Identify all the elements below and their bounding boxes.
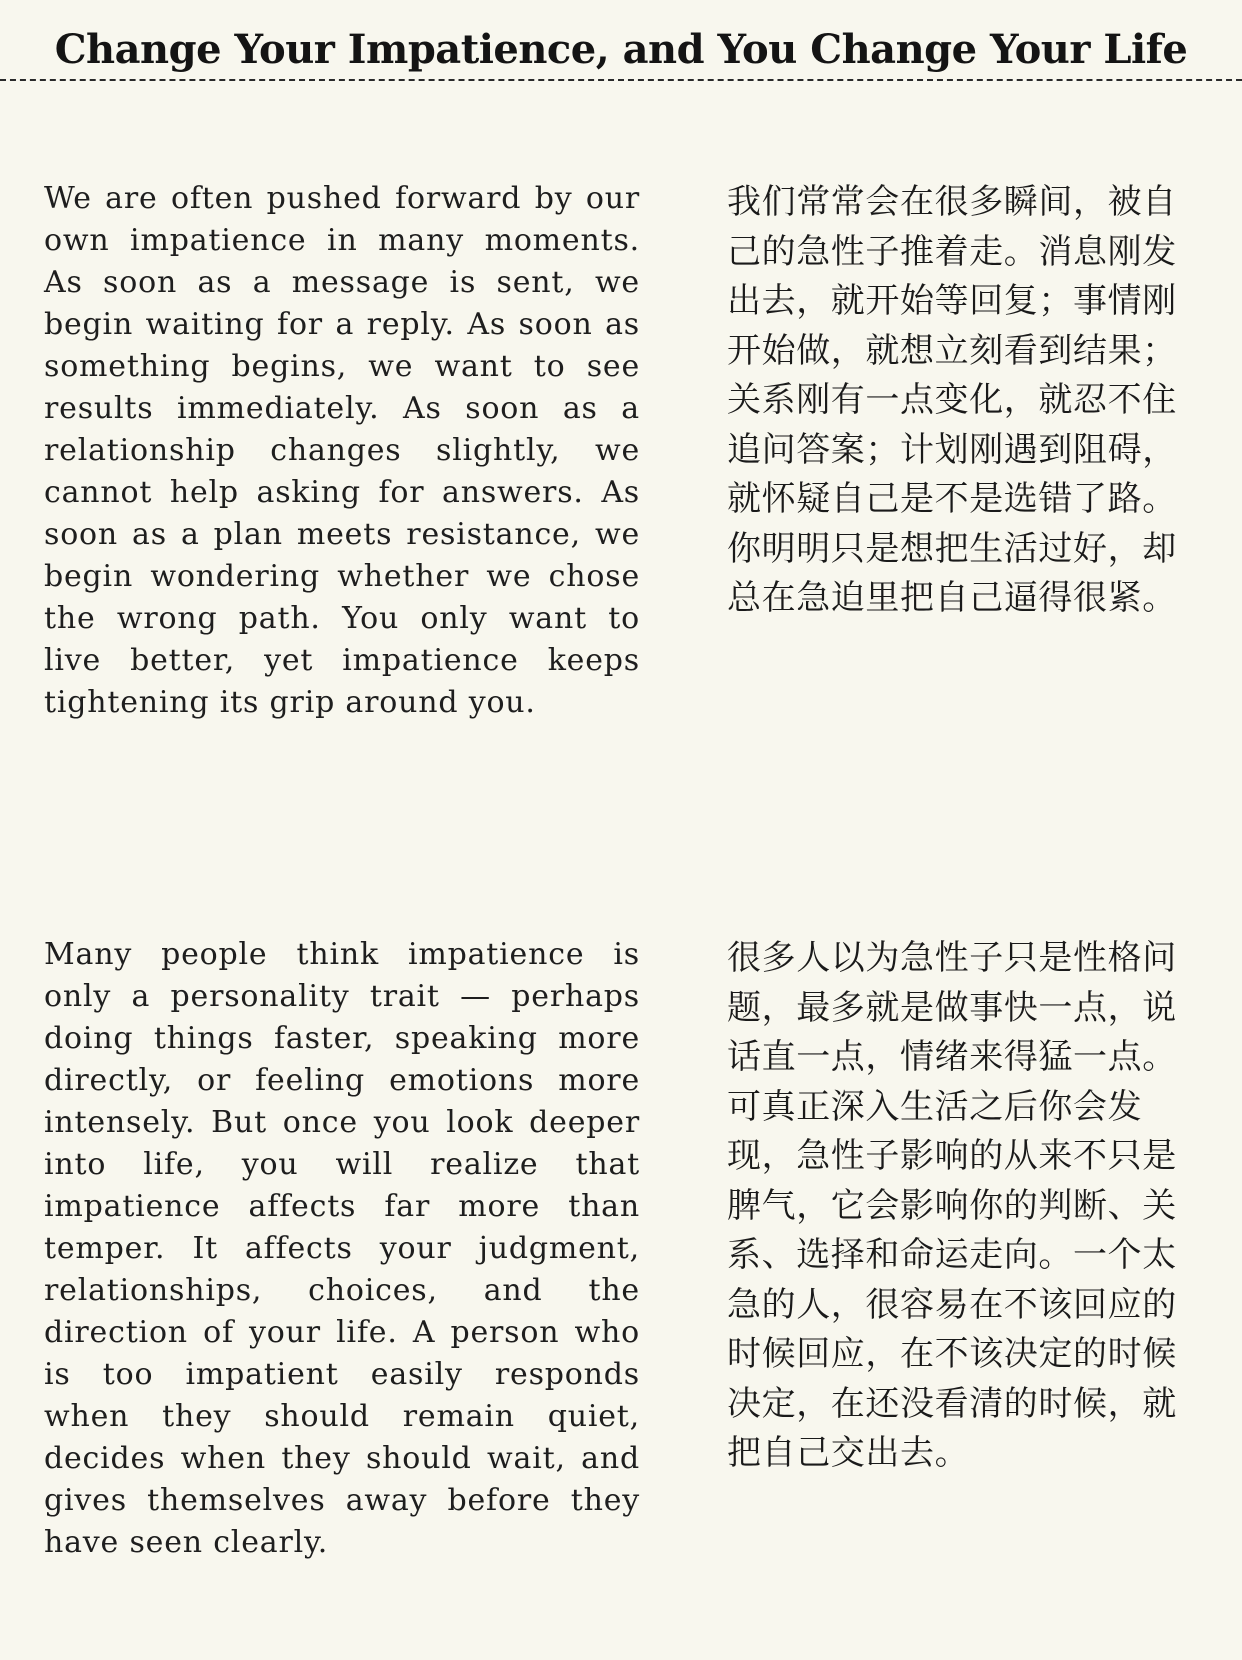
- chinese-paragraph: 我们常常会在很多瞬间，被自己的急性子推着走。消息刚发出去，就开始等回复；事情刚开始做，就想立刻看到结果；关系刚有一点变化，就忍不住追问答案；计划刚遇到阻碍，就怀疑自己是不是选错了路。你明明只是想把生活过好，却总在急迫里把自己逼得很紧。: [727, 182, 1177, 618]
- page-title: Change Your Impatience, and You Change Your Life: [54, 26, 1188, 73]
- title-dashed-divider: [0, 79, 1242, 81]
- english-paragraph: Many people think impatience is only a personality trait — perhaps doing things faster, speaking more directly, or feeling emotions more intensely. But once you look deeper into life, you will realize that impatience affects far more than temper. It affects your judgment, relationships, choices, and the direction of your life. A person who is too impatient easily responds when they should remain quiet, decides when they should wait, and gives themselves away before they have seen clearly.: [44, 937, 640, 1560]
- chinese-paragraph: 很多人以为急性子只是性格问题，最多就是做事快一点，说话直一点，情绪来得猛一点。可真正深入生活之后你会发现，急性子影响的从来不只是脾气，它会影响你的判断、关系、选择和命运走向。一个太急的人，很容易在不该回应的时候回应，在不该决定的时候决定，在还没看清的时候，就把自己交出去。: [727, 938, 1177, 1473]
- english-paragraph: We are often pushed forward by our own impatience in many moments. As soon as a message is sent, we begin waiting for a reply. As soon as something begins, we want to see results immediately. As soon as a relationship changes slightly, we cannot help asking for answers. As soon as a plan meets resistance, we begin wondering whether we chose the wrong path. You only want to live better, yet impatience keeps tightening its grip around you.: [44, 181, 640, 720]
- page-header: [0, 0, 1242, 100]
